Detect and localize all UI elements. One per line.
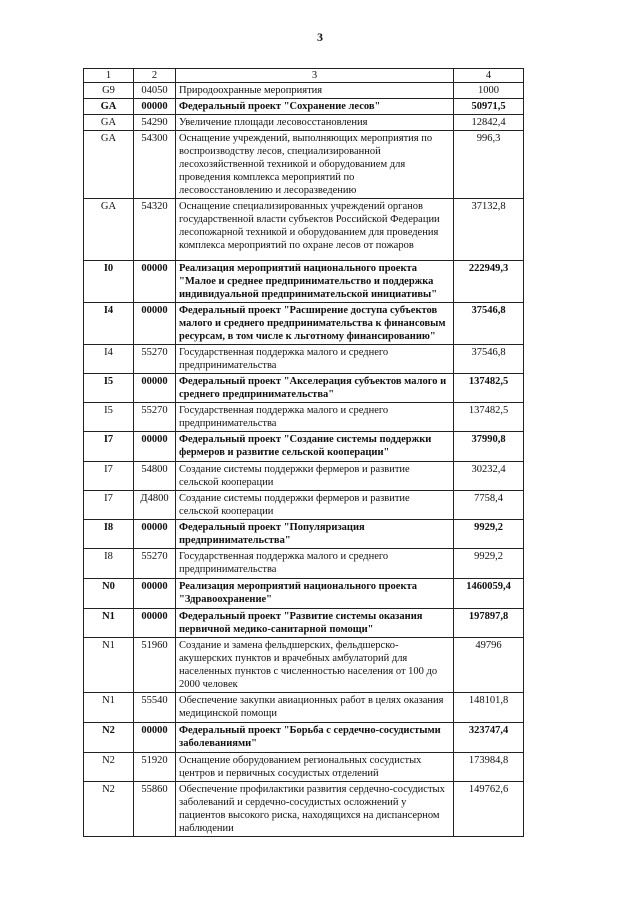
amount-cell: 996,3 — [454, 131, 524, 199]
amount-cell: 1000 — [454, 83, 524, 99]
amount-cell: 197897,8 — [454, 609, 524, 638]
table-row — [84, 462, 524, 491]
section-code-cell: GA — [84, 131, 134, 199]
table-row — [84, 99, 524, 115]
table-header — [84, 69, 524, 83]
table-body — [84, 83, 524, 837]
description-cell: Природоохранные мероприятия — [176, 83, 454, 99]
amount-cell: 37132,8 — [454, 199, 524, 261]
table-row — [84, 693, 524, 723]
item-code-cell: 54800 — [134, 462, 176, 491]
item-code-cell: 00000 — [134, 374, 176, 403]
amount-cell: 137482,5 — [454, 403, 524, 432]
item-code-cell: 51920 — [134, 753, 176, 782]
item-code-cell: 55270 — [134, 549, 176, 579]
amount-cell: 12842,4 — [454, 115, 524, 131]
amount-cell: 137482,5 — [454, 374, 524, 403]
header-col-2: 2 — [134, 69, 176, 83]
section-code-cell: GA — [84, 99, 134, 115]
section-code-cell: I5 — [84, 403, 134, 432]
amount-cell: 50971,5 — [454, 99, 524, 115]
description-cell: Федеральный проект "Борьба с сердечно-сосудистыми заболеваниями" — [176, 723, 454, 753]
table-row — [84, 374, 524, 403]
item-code-cell: 51960 — [134, 638, 176, 693]
amount-cell: 37990,8 — [454, 432, 524, 462]
item-code-cell: 00000 — [134, 579, 176, 609]
table-row — [84, 723, 524, 753]
description-cell: Федеральный проект "Развитие системы оказания первичной медико-санитарной помощи" — [176, 609, 454, 638]
table-row — [84, 520, 524, 549]
item-code-cell: 00000 — [134, 609, 176, 638]
amount-cell: 173984,8 — [454, 753, 524, 782]
item-code-cell: 55540 — [134, 693, 176, 723]
amount-cell: 30232,4 — [454, 462, 524, 491]
table-row — [84, 609, 524, 638]
description-cell: Федеральный проект "Популяризация предпринимательства" — [176, 520, 454, 549]
amount-cell: 323747,4 — [454, 723, 524, 753]
table-row — [84, 345, 524, 374]
description-cell: Государственная поддержка малого и среднего предпринимательства — [176, 345, 454, 374]
section-code-cell: N2 — [84, 723, 134, 753]
description-cell: Федеральный проект "Создание системы поддержки фермеров и развитие сельской кооперации" — [176, 432, 454, 462]
header-col-3: 3 — [176, 69, 454, 83]
section-code-cell: I7 — [84, 462, 134, 491]
amount-cell: 149762,6 — [454, 782, 524, 837]
table-row — [84, 491, 524, 520]
item-code-cell: 04050 — [134, 83, 176, 99]
amount-cell: 222949,3 — [454, 261, 524, 303]
section-code-cell: I4 — [84, 303, 134, 345]
item-code-cell: 00000 — [134, 432, 176, 462]
section-code-cell: N2 — [84, 782, 134, 837]
description-cell: Федеральный проект "Акселерация субъектов малого и среднего предпринимательства" — [176, 374, 454, 403]
amount-cell: 37546,8 — [454, 303, 524, 345]
description-cell: Увеличение площади лесовосстановления — [176, 115, 454, 131]
amount-cell: 9929,2 — [454, 549, 524, 579]
description-cell: Реализация мероприятий национального проекта "Малое и среднее предпринимательство и поддержка индивидуальной предпринимательской инициативы" — [176, 261, 454, 303]
description-cell: Реализация мероприятий национального проекта "Здравоохранение" — [176, 579, 454, 609]
page-number: 3 — [317, 30, 323, 44]
description-cell: Государственная поддержка малого и среднего предпринимательства — [176, 549, 454, 579]
item-code-cell: 54320 — [134, 199, 176, 261]
table-row — [84, 261, 524, 303]
item-code-cell: 55270 — [134, 345, 176, 374]
section-code-cell: N1 — [84, 638, 134, 693]
table-row — [84, 753, 524, 782]
item-code-cell: Д4800 — [134, 491, 176, 520]
amount-cell: 1460059,4 — [454, 579, 524, 609]
item-code-cell: 55860 — [134, 782, 176, 837]
item-code-cell: 00000 — [134, 723, 176, 753]
table-row — [84, 549, 524, 579]
section-code-cell: N1 — [84, 693, 134, 723]
item-code-cell: 54300 — [134, 131, 176, 199]
description-cell: Обеспечение профилактики развития сердечно-сосудистых заболеваний и сердечно-сосудистых осложнений у пациентов высокого риска, находящихся на диспансерном наблюдении — [176, 782, 454, 837]
table-row — [84, 638, 524, 693]
amount-cell: 49796 — [454, 638, 524, 693]
budget-table — [83, 68, 524, 837]
section-code-cell: I8 — [84, 549, 134, 579]
description-cell: Федеральный проект "Сохранение лесов" — [176, 99, 454, 115]
amount-cell: 7758,4 — [454, 491, 524, 520]
table-row — [84, 403, 524, 432]
table-row — [84, 782, 524, 837]
section-code-cell: I8 — [84, 520, 134, 549]
table-row — [84, 303, 524, 345]
description-cell: Оснащение оборудованием региональных сосудистых центров и первичных сосудистых отделений — [176, 753, 454, 782]
section-code-cell: I0 — [84, 261, 134, 303]
item-code-cell: 00000 — [134, 261, 176, 303]
section-code-cell: I7 — [84, 491, 134, 520]
section-code-cell: I5 — [84, 374, 134, 403]
section-code-cell: N0 — [84, 579, 134, 609]
table-row — [84, 115, 524, 131]
table-row — [84, 83, 524, 99]
item-code-cell: 54290 — [134, 115, 176, 131]
section-code-cell: N2 — [84, 753, 134, 782]
table-row — [84, 579, 524, 609]
section-code-cell: GA — [84, 115, 134, 131]
description-cell: Оснащение учреждений, выполняющих мероприятия по воспроизводству лесов, специализированной лесохозяйственной техникой и оборудованием для проведения комплекса мероприятий по лесовосстановлению и лесоразведению — [176, 131, 454, 199]
item-code-cell: 55270 — [134, 403, 176, 432]
item-code-cell: 00000 — [134, 520, 176, 549]
description-cell: Создание системы поддержки фермеров и развитие сельской кооперации — [176, 462, 454, 491]
header-col-1: 1 — [84, 69, 134, 83]
section-code-cell: GA — [84, 199, 134, 261]
item-code-cell: 00000 — [134, 99, 176, 115]
header-col-4: 4 — [454, 69, 524, 83]
description-cell: Оснащение специализированных учреждений органов государственной власти субъектов Российской Федерации лесопожарной техникой и оборудованием для проведения комплекса мероприятий по охране лесов от пожаров — [176, 199, 454, 261]
description-cell: Обеспечение закупки авиационных работ в целях оказания медицинской помощи — [176, 693, 454, 723]
description-cell: Федеральный проект "Расширение доступа субъектов малого и среднего предпринимательства к финансовым ресурсам, в том числе к льготному финансированию" — [176, 303, 454, 345]
item-code-cell: 00000 — [134, 303, 176, 345]
header-row — [84, 69, 524, 83]
amount-cell: 148101,8 — [454, 693, 524, 723]
section-code-cell: G9 — [84, 83, 134, 99]
table-row — [84, 432, 524, 462]
section-code-cell: N1 — [84, 609, 134, 638]
amount-cell: 9929,2 — [454, 520, 524, 549]
section-code-cell: I4 — [84, 345, 134, 374]
description-cell: Государственная поддержка малого и среднего предпринимательства — [176, 403, 454, 432]
table-row — [84, 131, 524, 199]
amount-cell: 37546,8 — [454, 345, 524, 374]
description-cell: Создание системы поддержки фермеров и развитие сельской кооперации — [176, 491, 454, 520]
table-row — [84, 199, 524, 261]
description-cell: Создание и замена фельдшерских, фельдшерско-акушерских пунктов и врачебных амбулаторий для населенных пунктов с численностью населения от 100 до 2000 человек — [176, 638, 454, 693]
section-code-cell: I7 — [84, 432, 134, 462]
